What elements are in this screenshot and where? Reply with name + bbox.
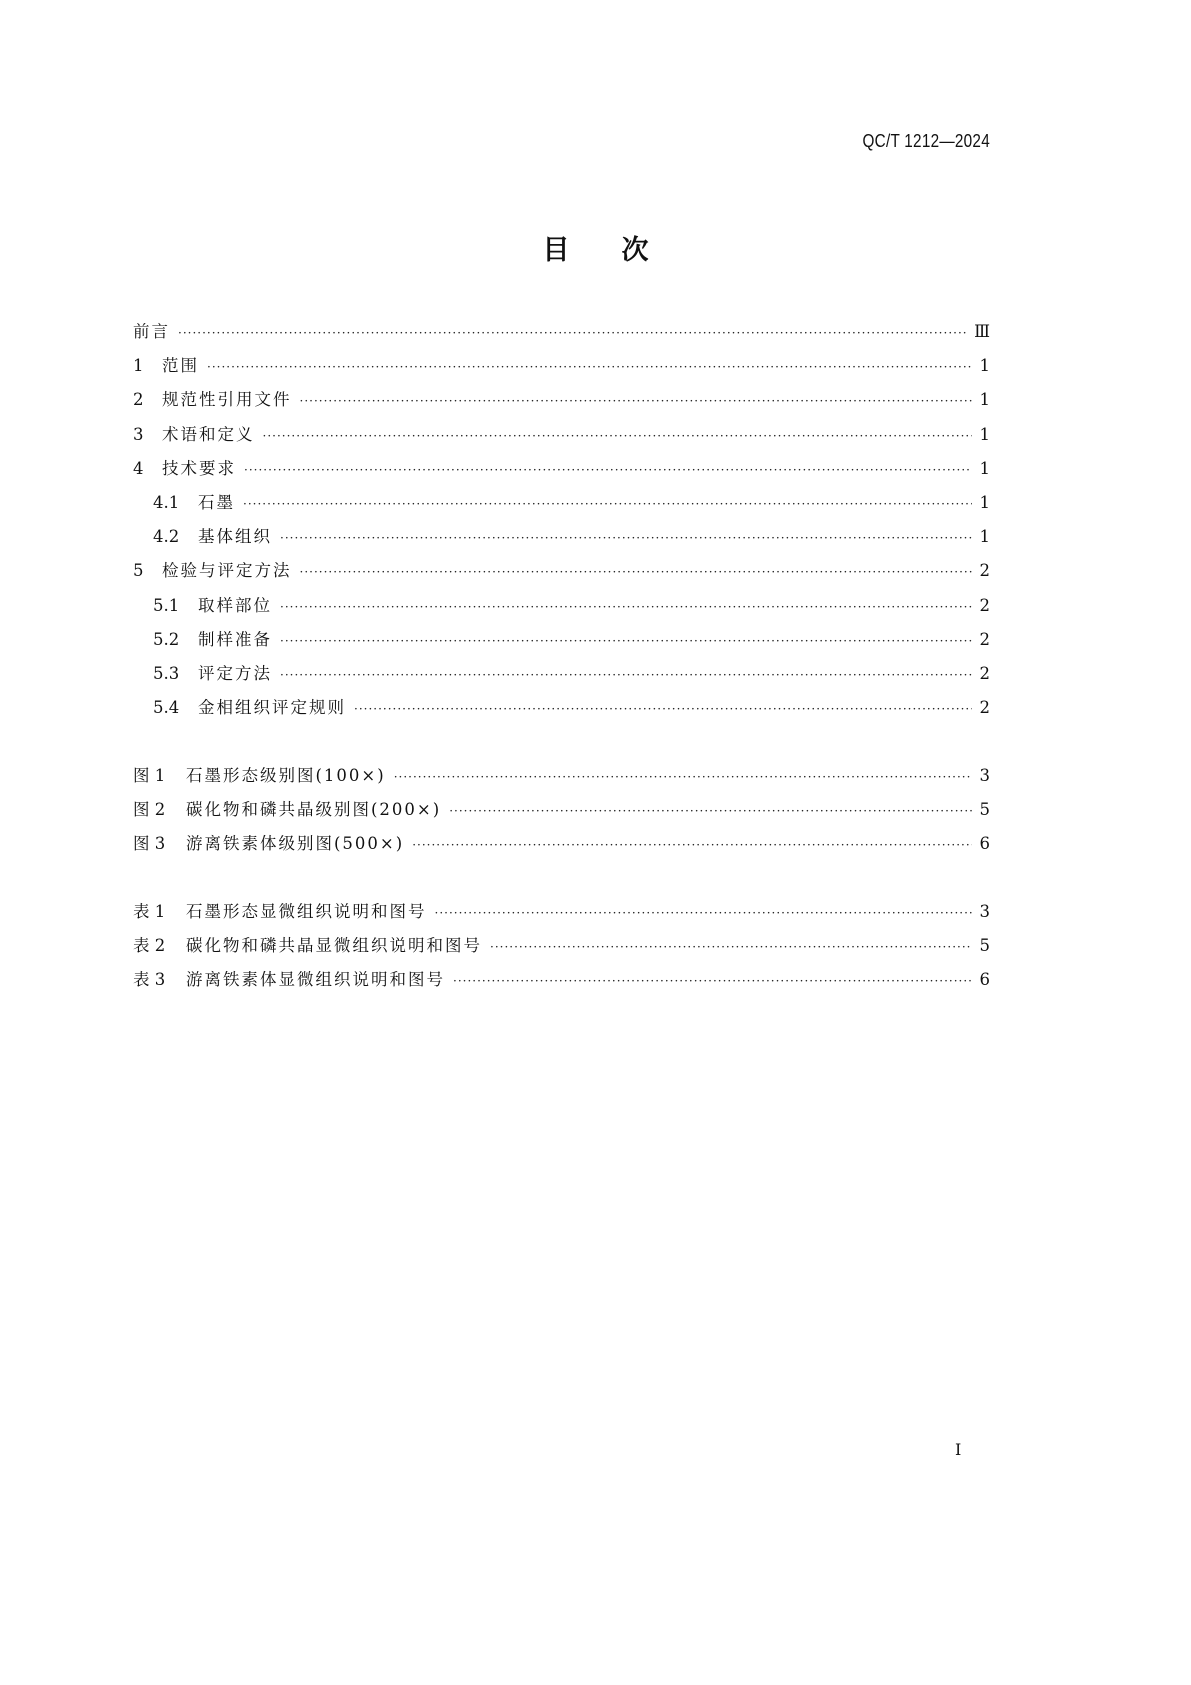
toc-entry[interactable] [133,318,990,342]
table-entry[interactable] [133,898,990,922]
dot-leader [300,394,972,408]
entry-page: 1 [979,356,990,376]
entry-title: 石墨形态显微组织说明和图号 [186,902,427,921]
entry-page: 5 [979,800,990,820]
figure-entry[interactable] [133,762,990,786]
dot-leader [412,838,971,852]
dot-leader [435,906,972,920]
entry-title: 范围 [162,356,199,376]
entry-title: 制样准备 [198,629,272,649]
entry-number: 图 1 [133,766,166,785]
entry-page: 1 [979,493,990,512]
standard-number: QC/T 1212—2024 [862,131,990,151]
dot-leader [394,770,972,784]
toc-entry[interactable] [133,592,990,616]
entry-page: 2 [979,561,990,581]
entry-number: 5.3 [153,664,180,683]
figure-entry[interactable] [133,830,990,854]
entry-number: 4.2 [153,527,180,547]
dot-leader [243,497,972,511]
entry-number: 表 1 [133,902,166,921]
entry-number: 4 [133,458,144,478]
entry-number: 表 2 [133,936,166,956]
toc-entry[interactable] [133,523,990,547]
entry-title: 技术要求 [162,458,236,478]
table-entry[interactable] [133,966,990,990]
entry-number: 5 [133,561,144,581]
entry-page: 2 [979,664,990,683]
entry-number: 图 3 [133,834,166,854]
dot-leader [244,463,972,477]
table-entry[interactable] [133,932,990,956]
entry-title: 游离铁素体显微组织说明和图号 [186,970,445,990]
dot-leader [449,804,971,818]
entry-title: 石墨形态级别图(100×) [186,766,386,785]
entry-title: 评定方法 [198,664,272,683]
toc-entry[interactable] [133,421,990,445]
entry-page: Ⅲ [974,322,990,341]
dot-leader [280,634,972,648]
page-title [0,228,1191,267]
entry-page: 1 [979,527,990,547]
title-char: 次 [621,235,649,266]
entry-title: 取样部位 [198,595,272,615]
toc-entry[interactable] [133,455,990,479]
toc-entry[interactable] [133,660,990,684]
toc-entry[interactable] [133,489,990,513]
toc-entry[interactable] [133,557,990,581]
entry-number: 1 [133,356,144,376]
toc-entry[interactable] [133,386,990,410]
toc-entry[interactable] [133,352,990,376]
entry-page: 6 [979,834,990,854]
toc-entry[interactable] [133,694,990,718]
entry-title: 碳化物和磷共晶级别图(200×) [186,800,442,820]
entry-number: 2 [133,390,144,410]
dot-leader [280,600,972,614]
entry-number: 5.2 [153,629,180,649]
entry-title: 前言 [133,322,170,341]
entry-page: 2 [979,629,990,649]
toc-entry[interactable] [133,626,990,650]
entry-page: 3 [979,902,990,921]
entry-page: 2 [979,698,990,718]
entry-number: 表 3 [133,970,166,990]
entry-title: 基体组织 [198,527,272,547]
dot-leader [178,326,966,340]
dot-leader [300,565,972,579]
entry-page: 1 [979,424,990,444]
entry-page: 6 [979,970,990,990]
entry-title: 金相组织评定规则 [198,698,346,718]
entry-title: 检验与评定方法 [162,561,292,581]
dot-leader [263,429,972,443]
entry-number: 3 [133,424,144,444]
entry-number: 图 2 [133,800,166,820]
entry-page: 1 [979,458,990,478]
dot-leader [453,974,972,988]
dot-leader [354,702,972,716]
dot-leader [207,360,972,374]
entry-title: 游离铁素体级别图(500×) [186,834,405,854]
entry-page: 3 [979,766,990,785]
entry-page: 2 [979,595,990,615]
entry-title: 碳化物和磷共晶显微组织说明和图号 [186,936,482,956]
entry-number: 4.1 [153,493,180,512]
entry-number: 5.4 [153,698,180,718]
page-number: I [955,1440,962,1459]
figure-entry[interactable] [133,796,990,820]
entry-page: 5 [979,936,990,956]
dot-leader [280,531,972,545]
title-char: 目 [542,235,570,266]
entry-page: 1 [979,390,990,410]
entry-number: 5.1 [153,595,180,615]
dot-leader [490,940,972,954]
entry-title: 规范性引用文件 [162,390,292,410]
entry-title: 术语和定义 [162,424,255,444]
dot-leader [280,668,972,682]
entry-title: 石墨 [198,493,235,512]
